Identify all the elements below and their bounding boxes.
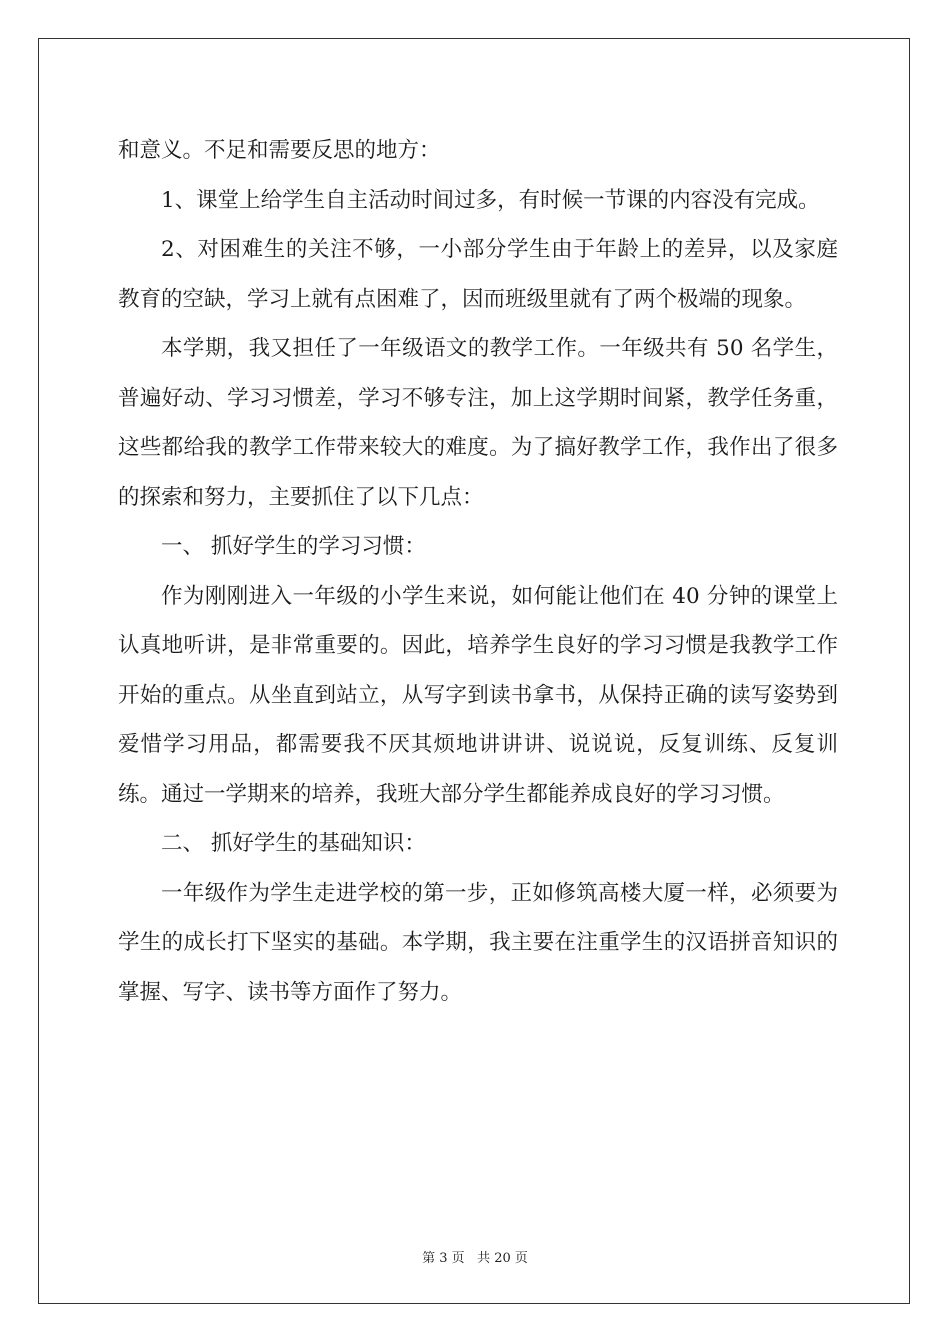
- paragraph-3: 2、对困难生的关注不够，一小部分学生由于年龄上的差异，以及家庭教育的空缺，学习上就有点困难了，因而班级里就有了两个极端的现象。: [118, 237, 838, 312]
- page-number: 第 3 页: [422, 1251, 465, 1266]
- paragraph-1: 和意义。不足和需要反思的地方：: [118, 138, 441, 163]
- page-total: 共 20 页: [477, 1251, 528, 1266]
- section-heading-2: 二、 抓好学生的基础知识：: [161, 831, 426, 856]
- section-heading-1: 一、 抓好学生的学习习惯：: [161, 534, 426, 559]
- paragraph-4: 本学期，我又担任了一年级语文的教学工作。一年级共有 50 名学生，普遍好动、学习习惯差，学习不够专注，加上这学期时间紧，教学任务重，这些都给我的教学工作带来较大的难度。为了搞好教学工作，我作出了很多的探索和努力，主要抓住了以下几点：: [118, 336, 838, 510]
- page-footer: [0, 1247, 950, 1266]
- paragraph-6: 一年级作为学生走进学校的第一步，正如修筑高楼大厦一样，必须要为学生的成长打下坚实的基础。本学期，我主要在注重学生的汉语拼音知识的掌握、写字、读书等方面作了努力。: [118, 880, 838, 1005]
- paragraph-5: 作为刚刚进入一年级的小学生来说，如何能让他们在 40 分钟的课堂上认真地听讲，是非常重要的。因此，培养学生良好的学习习惯是我教学工作开始的重点。从坐直到站立，从写字到读书拿书，从保持正确的读写姿势到爱惜学习用品，都需要我不厌其烦地讲讲讲、说说说，反复训练、反复训练。通过一学期来的培养，我班大部分学生都能养成良好的学习习惯。: [118, 583, 838, 807]
- paragraph-2: 1、课堂上给学生自主活动时间过多，有时候一节课的内容没有完成。: [161, 187, 820, 213]
- document-body: [118, 126, 838, 1017]
